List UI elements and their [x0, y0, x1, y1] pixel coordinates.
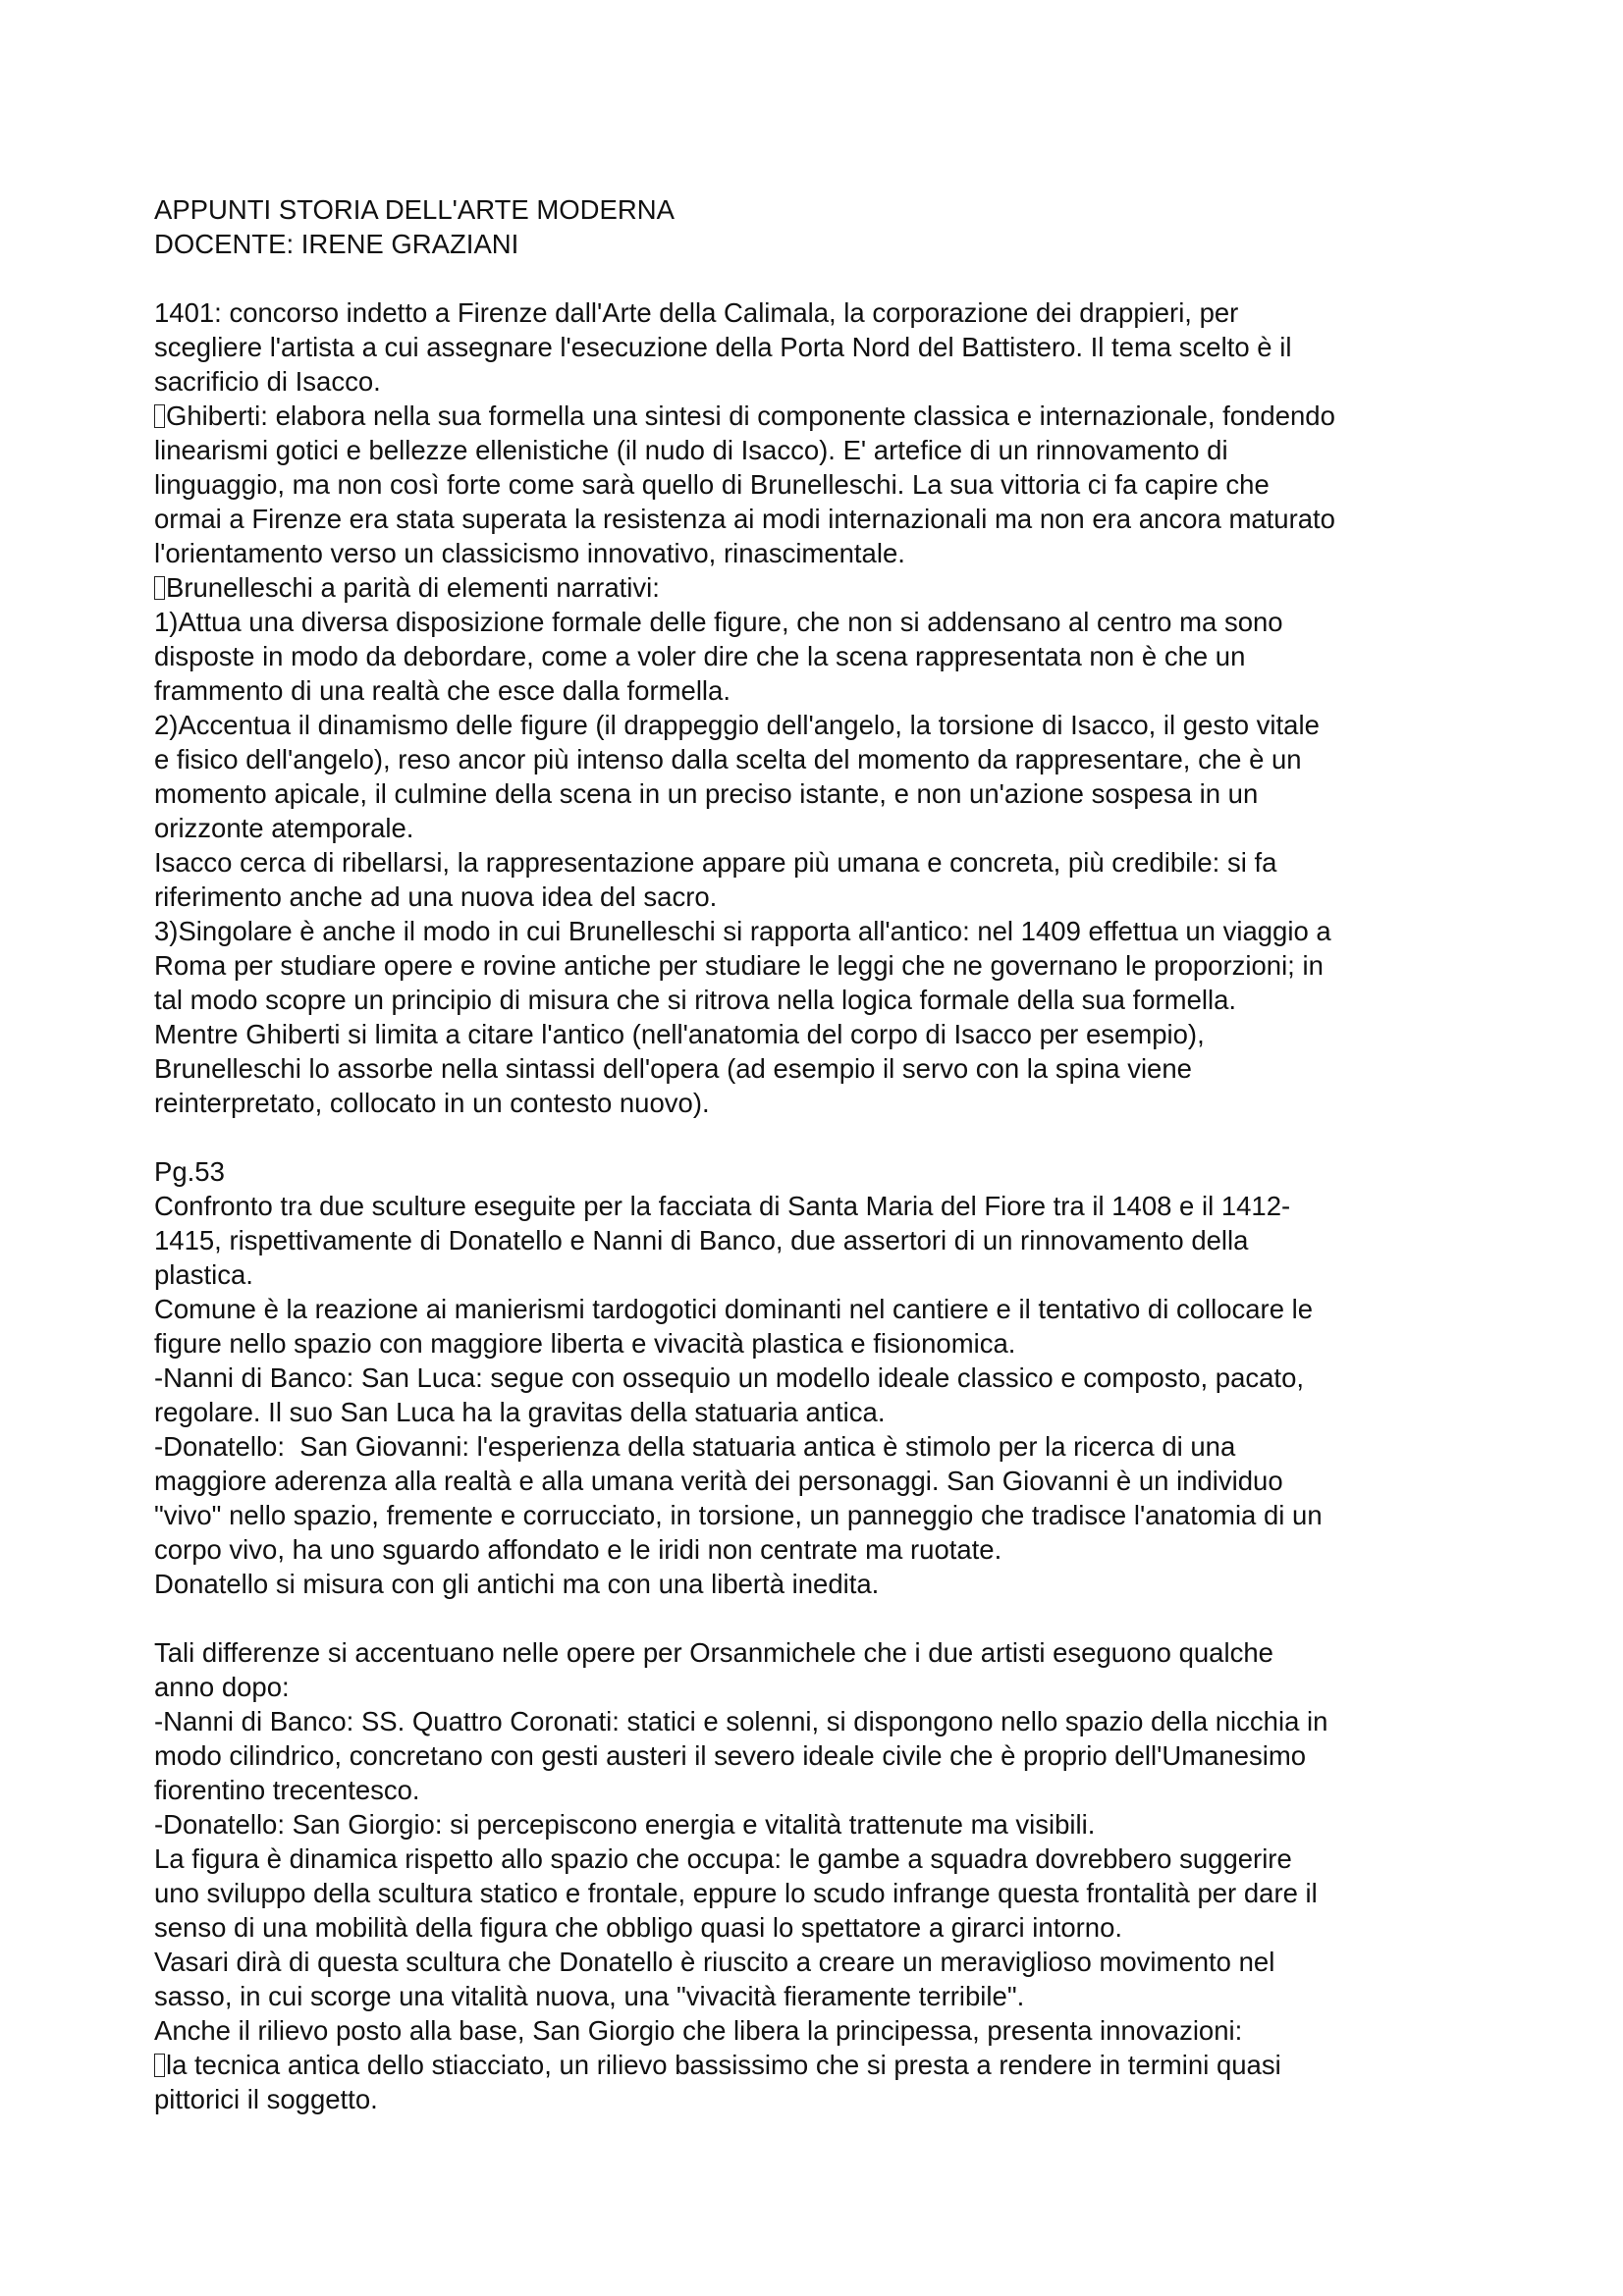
text-line: ormai a Firenze era stata superata la resistenza ai modi internazionali ma non era ancora maturato: [154, 504, 1335, 534]
text-line: Confronto tra due sculture eseguite per la facciata di Santa Maria del Fiore tra il 1408 e il 1412-: [154, 1191, 1291, 1221]
document-teacher: DOCENTE: IRENE GRAZIANI: [154, 229, 519, 259]
text-line: 2)Accentua il dinamismo delle figure (il drappeggio dell'angelo, la torsione di Isacco, il gesto vitale: [154, 710, 1320, 740]
text-line: disposte in modo da debordare, come a voler dire che la scena rappresentata non è che un: [154, 641, 1246, 671]
text-line: -Donatello: San Giovanni: l'esperienza della statuaria antica è stimolo per la ricerca di una: [154, 1431, 1236, 1462]
document-page: [154, 192, 1489, 2116]
text-line-bulleted: [154, 570, 1489, 605]
text-line: linguaggio, ma non così forte come sarà quello di Brunelleschi. La sua vittoria ci fa capire che: [154, 469, 1270, 500]
text-line: sacrificio di Isacco.: [154, 366, 381, 397]
text-line: sasso, in cui scorge una vitalità nuova, una "vivacità fieramente terribile".: [154, 1981, 1025, 2011]
text-line: regolare. Il suo San Luca ha la gravitas della statuaria antica.: [154, 1397, 886, 1427]
text-line: Anche il rilievo posto alla base, San Giorgio che libera la principessa, presenta innovazioni:: [154, 2015, 1243, 2046]
text-line: orizzonte atemporale.: [154, 813, 414, 843]
text-line: -Nanni di Banco: San Luca: segue con ossequio un modello ideale classico e composto, pacato,: [154, 1362, 1305, 1393]
text-line: scegliere l'artista a cui assegnare l'esecuzione della Porta Nord del Battistero. Il tema scelto è il: [154, 332, 1292, 362]
text-line: e fisico dell'angelo), reso ancor più intenso dalla scelta del momento da rappresentare, che è un: [154, 744, 1302, 774]
text-line-bulleted: [154, 399, 1489, 433]
text-line: plastica.: [154, 1259, 253, 1290]
text-line: Brunelleschi lo assorbe nella sintassi dell'opera (ad esempio il servo con la spina viene: [154, 1053, 1192, 1084]
text-line: reinterpretato, collocato in un contesto nuovo).: [154, 1088, 710, 1118]
text-line: la tecnica antica dello stiacciato, un rilievo bassissimo che si presta a rendere in termini quasi: [166, 2050, 1281, 2080]
text-line: momento apicale, il culmine della scena in un preciso istante, e non un'azione sospesa in un: [154, 778, 1259, 809]
text-line: Comune è la reazione ai manierismi tardogotici dominanti nel cantiere e il tentativo di collocare le: [154, 1294, 1314, 1324]
text-line: maggiore aderenza alla realtà e alla umana verità dei personaggi. San Giovanni è un individuo: [154, 1466, 1283, 1496]
spacer: [154, 1120, 1489, 1154]
text-line: riferimento anche ad una nuova idea del sacro.: [154, 881, 718, 912]
text-line: Tali differenze si accentuano nelle opere per Orsanmichele che i due artisti eseguono qualche: [154, 1637, 1273, 1668]
text-line: uno sviluppo della scultura statico e frontale, eppure lo scudo infrange questa frontalità per dare il: [154, 1878, 1318, 1908]
text-line: corpo vivo, ha uno sguardo affondato e le iridi non centrate ma ruotate.: [154, 1534, 1002, 1565]
text-line-bulleted: [154, 2048, 1489, 2082]
page-reference: Pg.53: [154, 1156, 225, 1187]
text-line: Vasari dirà di questa scultura che Donatello è riuscito a creare un meraviglioso movimento nel: [154, 1947, 1275, 1977]
text-line: Mentre Ghiberti si limita a citare l'antico (nell'anatomia del corpo di Isacco per esempio),: [154, 1019, 1205, 1049]
text-line: "vivo" nello spazio, fremente e corrucciato, in torsione, un panneggio che tradisce l'anatomia di un: [154, 1500, 1323, 1530]
text-line: linearismi gotici e bellezze ellenistiche (il nudo di Isacco). E' artefice di un rinnovamento di: [154, 435, 1228, 465]
document-title: APPUNTI STORIA DELL'ARTE MODERNA: [154, 194, 675, 225]
spacer: [154, 1601, 1489, 1635]
text-line: La figura è dinamica rispetto allo spazio che occupa: le gambe a squadra dovrebbero suggerire: [154, 1843, 1292, 1874]
text-line: tal modo scopre un principio di misura che si ritrova nella logica formale della sua formella.: [154, 985, 1237, 1015]
text-line: frammento di una realtà che esce dalla formella.: [154, 675, 730, 706]
text-line: 1415, rispettivamente di Donatello e Nanni di Banco, due assertori di un rinnovamento della: [154, 1225, 1249, 1255]
bullet-glyph-icon: [154, 576, 165, 600]
text-line: fiorentino trecentesco.: [154, 1775, 420, 1805]
bullet-glyph-icon: [154, 404, 165, 428]
text-line: Donatello si misura con gli antichi ma con una libertà inedita.: [154, 1569, 880, 1599]
spacer: [154, 261, 1489, 295]
text-line: Ghiberti: elabora nella sua formella una sintesi di componente classica e internazionale, fondendo: [166, 400, 1335, 431]
text-line: Isacco cerca di ribellarsi, la rappresentazione appare più umana e concreta, più credibile: si fa: [154, 847, 1277, 878]
text-line: figure nello spazio con maggiore liberta e vivacità plastica e fisionomica.: [154, 1328, 1016, 1359]
text-line: Brunelleschi a parità di elementi narrativi:: [166, 572, 660, 603]
text-line: -Donatello: San Giorgio: si percepiscono energia e vitalità trattenute ma visibili.: [154, 1809, 1096, 1840]
text-line: anno dopo:: [154, 1672, 290, 1702]
text-line: -Nanni di Banco: SS. Quattro Coronati: statici e solenni, si dispongono nello spazio della nicchia in: [154, 1706, 1328, 1736]
text-line: l'orientamento verso un classicismo innovativo, rinascimentale.: [154, 538, 905, 568]
text-line: 1)Attua una diversa disposizione formale delle figure, che non si addensano al centro ma sono: [154, 607, 1283, 637]
text-line: senso di una mobilità della figura che obbligo quasi lo spettatore a girarci intorno.: [154, 1912, 1123, 1943]
text-line: 3)Singolare è anche il modo in cui Brunelleschi si rapporta all'antico: nel 1409 effettua un viaggio a: [154, 916, 1331, 946]
text-line: 1401: concorso indetto a Firenze dall'Arte della Calimala, la corporazione dei drappieri, per: [154, 297, 1239, 328]
text-line: pittorici il soggetto.: [154, 2084, 378, 2114]
text-line: Roma per studiare opere e rovine antiche per studiare le leggi che ne governano le proporzioni; in: [154, 950, 1324, 981]
text-line: modo cilindrico, concretano con gesti austeri il severo ideale civile che è proprio dell'Umanesimo: [154, 1740, 1307, 1771]
bullet-glyph-icon: [154, 2054, 165, 2077]
